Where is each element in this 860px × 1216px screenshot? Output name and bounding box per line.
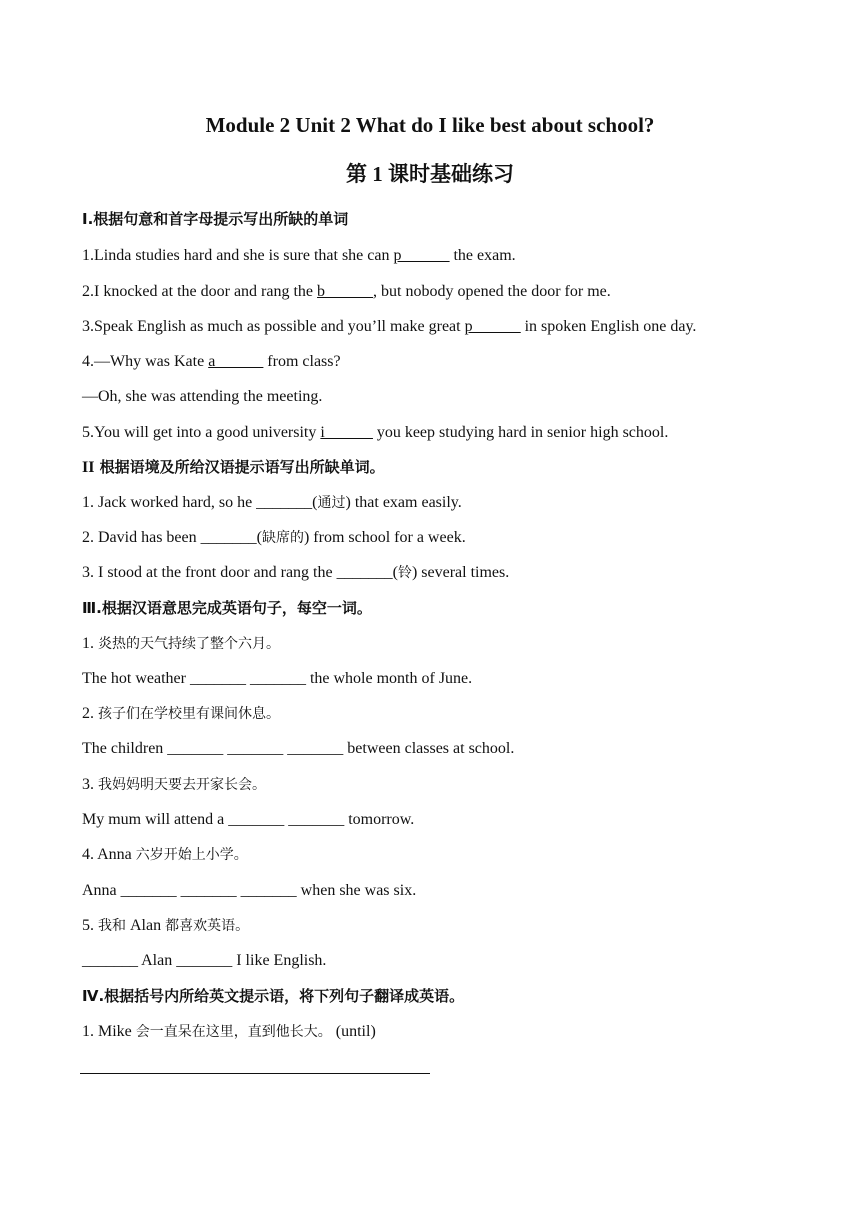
- fill-blank[interactable]: b______: [317, 283, 374, 300]
- section-4-prompt: 1. Mike 会一直呆在这里，直到他长大。 (until): [82, 1023, 376, 1040]
- section-3-answer[interactable]: _______ Alan _______ I like English.: [82, 952, 327, 969]
- section-3-heading: Ⅲ.根据汉语意思完成英语句子，每空一词。: [82, 599, 372, 617]
- fill-blank[interactable]: i______: [320, 424, 373, 441]
- section-3-answer[interactable]: Anna _______ _______ _______ when she was six.: [82, 882, 417, 899]
- section-3-prompt: 3. 我妈妈明天要去开家长会。: [82, 776, 266, 793]
- section-1-item: 1.Linda studies hard and she is sure that she can p______ the exam.: [82, 247, 516, 264]
- section-3-prompt: 4. Anna 六岁开始上小学。: [82, 846, 248, 863]
- fill-blank[interactable]: p______: [464, 318, 521, 335]
- section-3-prompt: 1. 炎热的天气持续了整个六月。: [82, 635, 280, 652]
- section-1-heading: Ⅰ.根据句意和首字母提示写出所缺的单词: [82, 210, 349, 228]
- section-4-heading: Ⅳ.根据括号内所给英文提示语，将下列句子翻译成英语。: [82, 987, 465, 1005]
- section-1-reply: —Oh, she was attending the meeting.: [82, 388, 323, 405]
- section-2-item: 2. David has been _______(缺席的) from school for a week.: [82, 529, 466, 546]
- section-1-item: 4.—Why was Kate a______ from class?: [82, 353, 341, 370]
- section-3-answer[interactable]: The hot weather _______ _______ the whole month of June.: [82, 670, 473, 687]
- fill-blank[interactable]: p______: [393, 247, 450, 264]
- section-2-heading: II 根据语境及所给汉语提示语写出所缺单词。: [82, 458, 385, 476]
- section-3-answer[interactable]: My mum will attend a _______ _______ tomorrow.: [82, 811, 415, 828]
- section-3-answer[interactable]: The children _______ _______ _______ between classes at school.: [82, 740, 515, 757]
- section-1-item: 3.Speak English as much as possible and you’ll make great p______ in spoken English one day.: [82, 318, 697, 335]
- section-2-item: 1. Jack worked hard, so he _______(通过) that exam easily.: [82, 494, 462, 511]
- section-3-prompt: 5. 我和 Alan 都喜欢英语。: [82, 917, 250, 934]
- section-2-item: 3. I stood at the front door and rang the _______(铃) several times.: [82, 564, 510, 581]
- section-1-item: 2.I knocked at the door and rang the b______, but nobody opened the door for me.: [82, 283, 611, 300]
- section-3-prompt: 2. 孩子们在学校里有课间休息。: [82, 705, 280, 722]
- page-title: Module 2 Unit 2 What do I like best about school?: [205, 113, 655, 137]
- section-1-item: 5.You will get into a good university i______ you keep studying hard in senior high school.: [82, 424, 669, 441]
- fill-blank[interactable]: a______: [208, 353, 264, 370]
- answer-line[interactable]: [80, 1073, 430, 1074]
- page-subtitle: 第 1 课时基础练习: [346, 162, 514, 186]
